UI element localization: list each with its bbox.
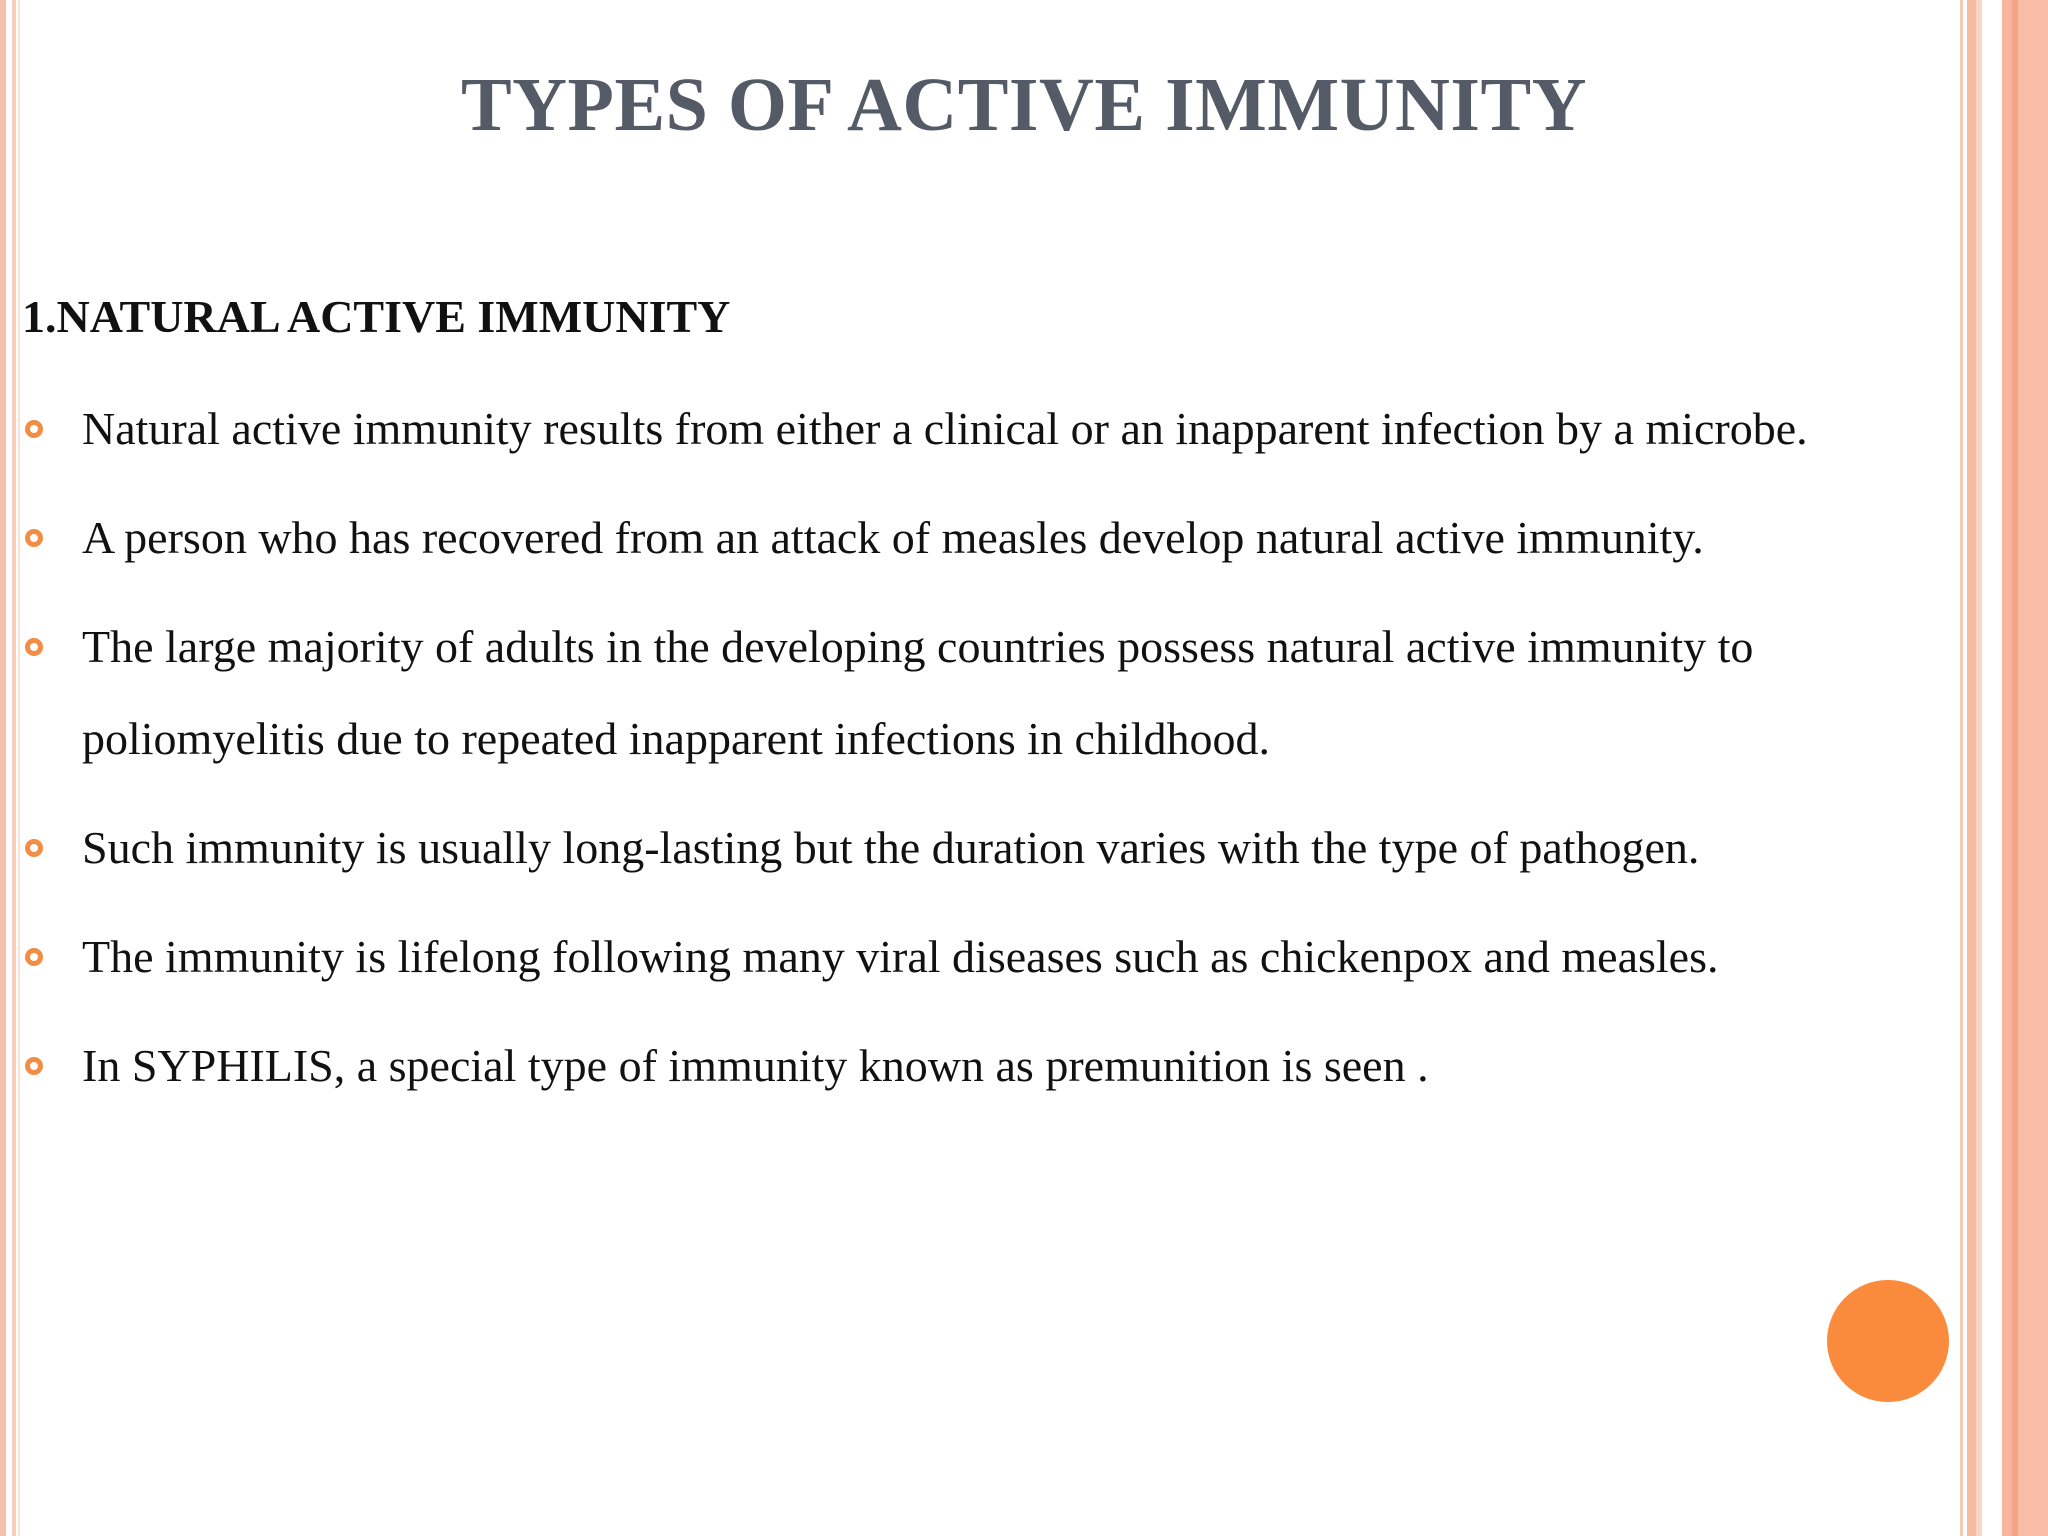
left-border-stripe (0, 0, 6, 1536)
orange-circle (1827, 1280, 1949, 1402)
section-heading: 1.NATURAL ACTIVE IMMUNITY (22, 291, 731, 342)
ring-bullet-icon (25, 839, 43, 857)
bullet-text: A person who has recovered from an attack of measles develop natural active immunity. (82, 512, 1704, 563)
right-border-stripe (2018, 0, 2048, 1536)
right-border-stripe (1967, 0, 1976, 1536)
ring-bullet-icon (25, 529, 43, 547)
bullet-text: The large majority of adults in the developing countries possess natural active immunity to poliomyelitis due to repeated inapparent infections in childhood. (82, 621, 1754, 764)
left-border-stripe (18, 0, 20, 1536)
bullet-text: Such immunity is usually long-lasting but the duration varies with the type of pathogen. (82, 822, 1700, 873)
ring-bullet-icon (25, 638, 43, 656)
left-border-stripe (12, 0, 16, 1536)
right-border-stripe (2002, 0, 2012, 1536)
ring-bullet-icon (25, 420, 43, 438)
ring-bullet-icon (25, 1057, 43, 1075)
right-border-gap (1982, 0, 2002, 1536)
ring-bullet-icon (25, 948, 43, 966)
slide-title: TYPES OF ACTIVE IMMUNITY (460, 63, 1588, 147)
bullet-text: In SYPHILIS, a special type of immunity known as premunition is seen . (82, 1040, 1429, 1091)
bullet-text: Natural active immunity results from either a clinical or an inapparent infection by a microbe. (82, 403, 1808, 454)
bullet-text: The immunity is lifelong following many viral diseases such as chickenpox and measles. (82, 931, 1719, 982)
